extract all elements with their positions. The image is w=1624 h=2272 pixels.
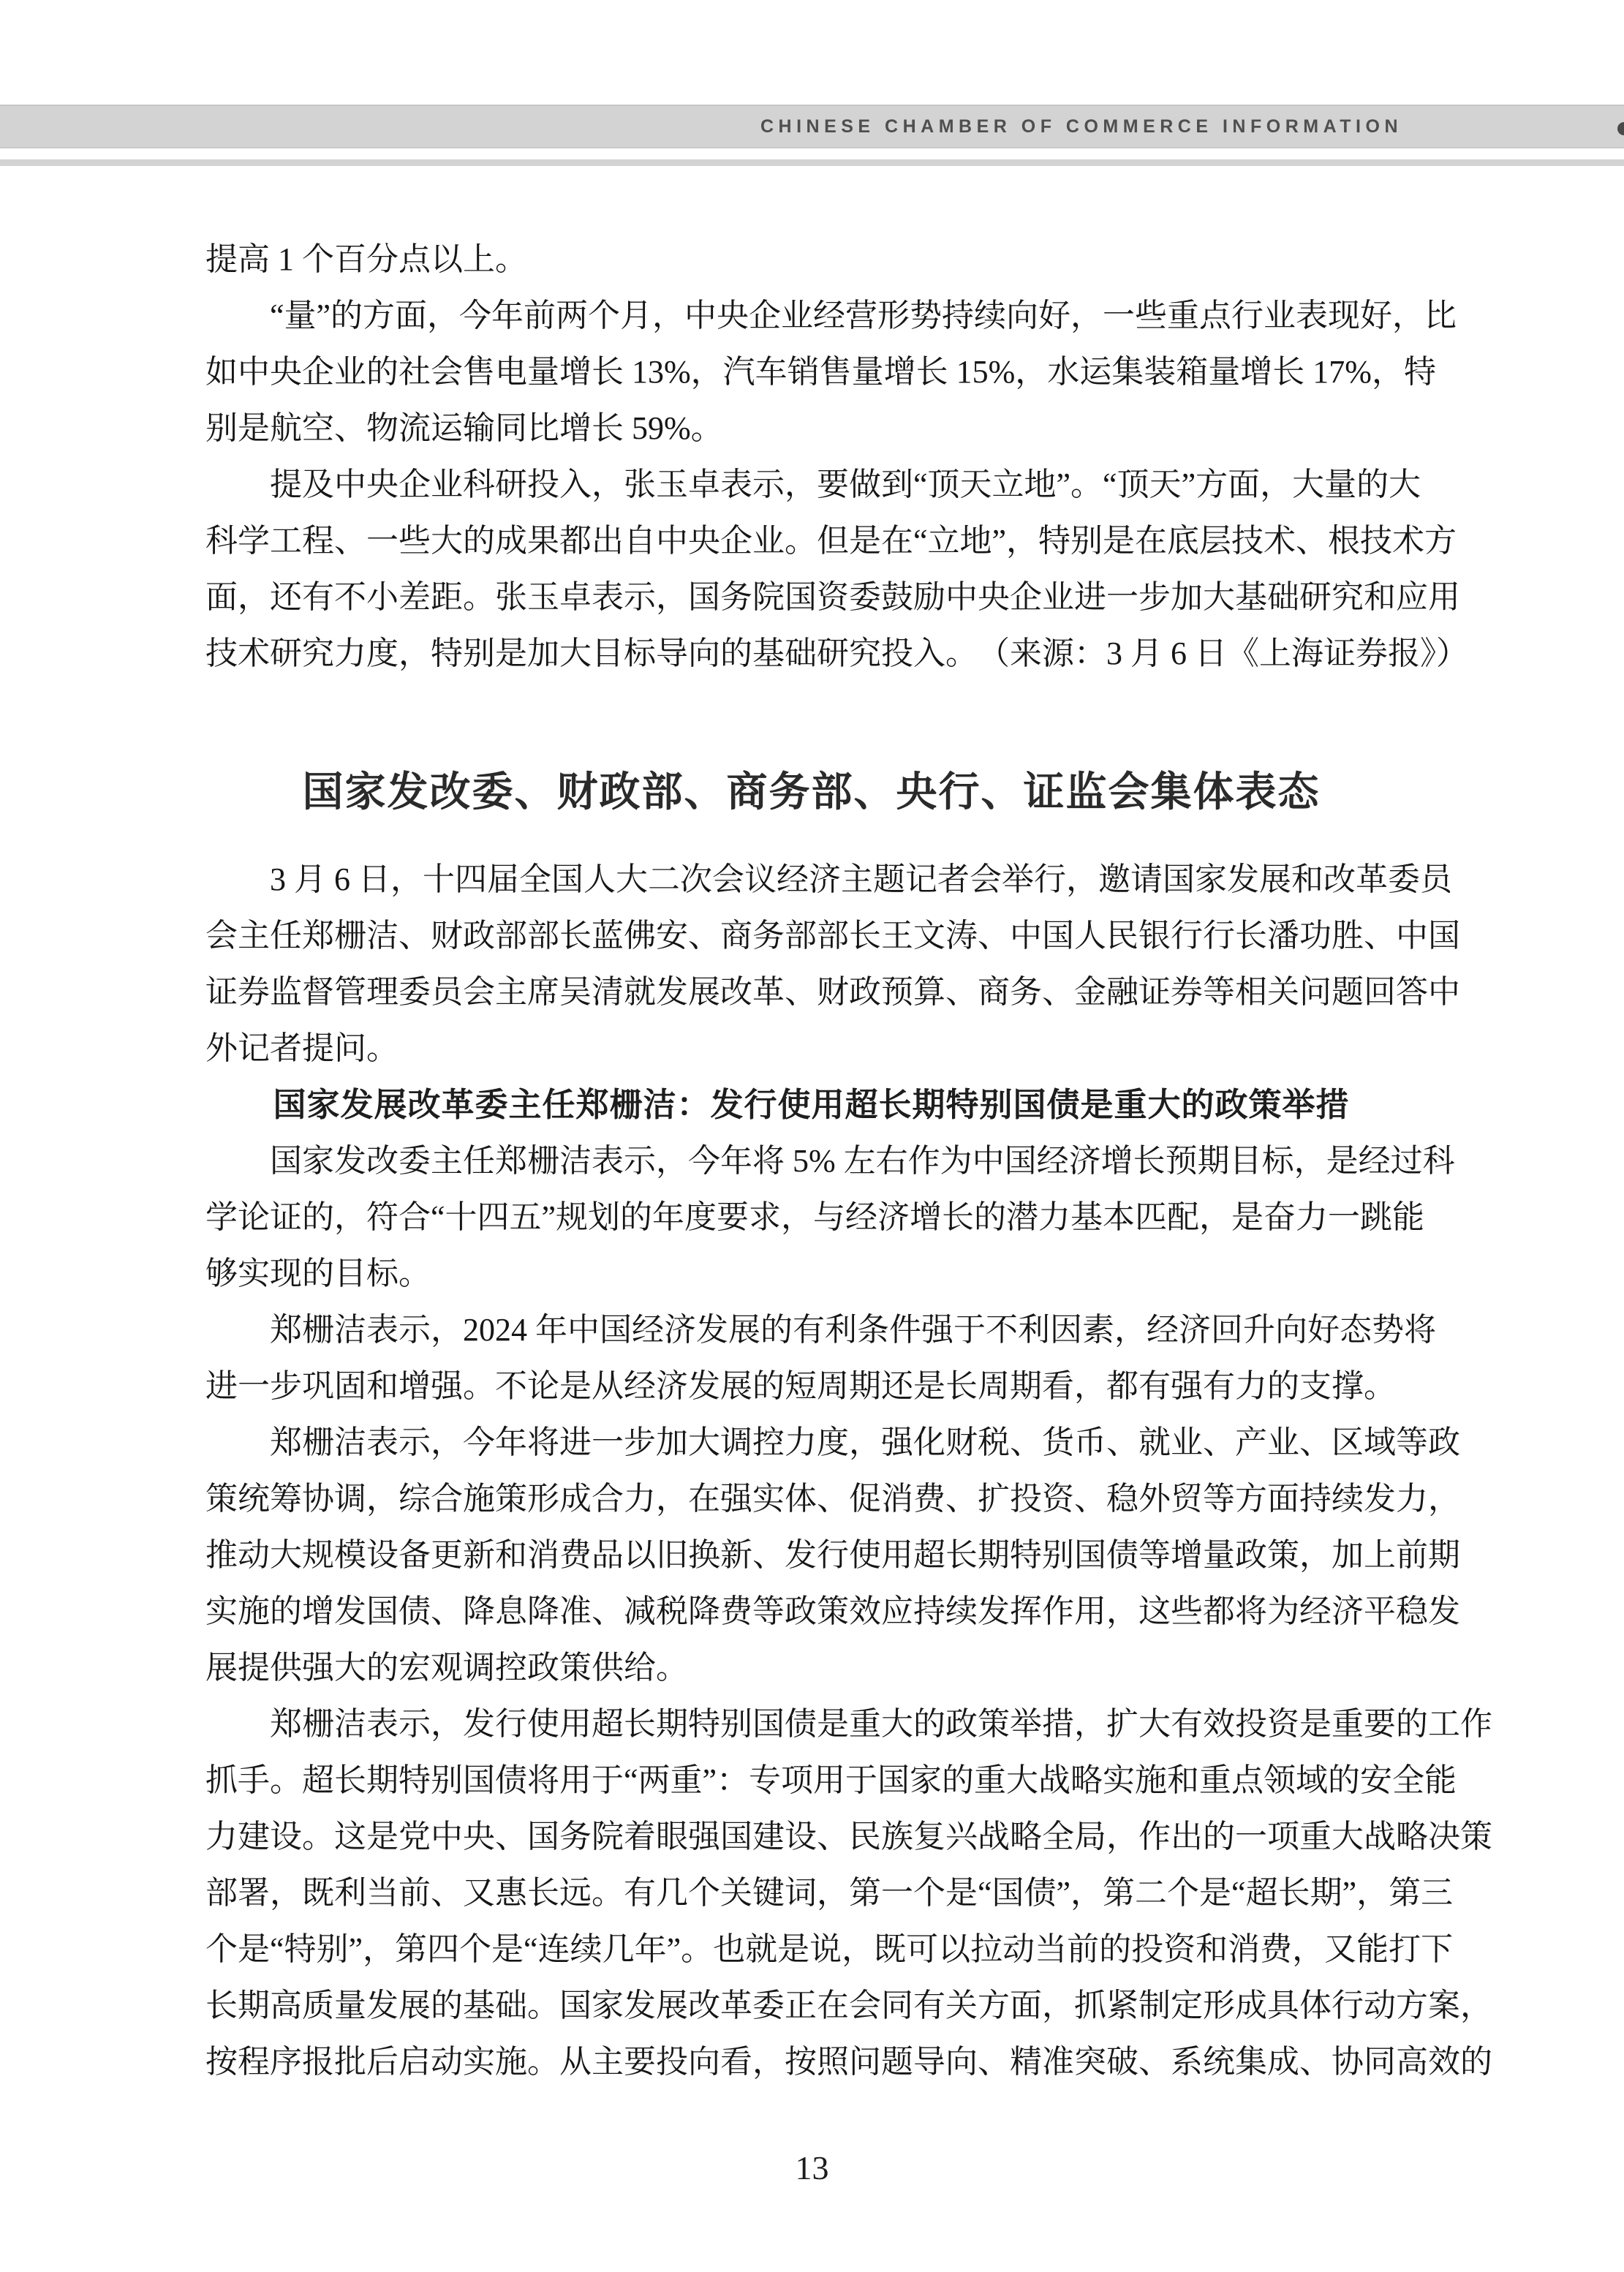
text-line: 郑栅洁表示，发行使用超长期特别国债是重大的政策举措，扩大有效投资是重要的工作 [270, 1706, 1492, 1742]
text-line: 学论证的，符合“十四五”规划的年度要求，与经济增长的潜力基本匹配，是奋力一跳能 [205, 1199, 1425, 1235]
text-line: 策统筹协调，综合施策形成合力，在强实体、促消费、扩投资、稳外贸等方面持续发力， [205, 1481, 1460, 1517]
header-banner-text: CHINESE CHAMBER OF COMMERCE INFORMATION [760, 116, 1402, 137]
text-line: 会主任郑栅洁、财政部部长蓝佛安、商务部部长王文涛、中国人民银行行长潘功胜、中国 [205, 918, 1460, 954]
text-line: 按程序报批后启动实施。从主要投向看，按照问题导向、精准突破、系统集成、协同高效的 [205, 2044, 1492, 2080]
text-line: 科学工程、一些大的成果都出自中央企业。但是在“立地”，特别是在底层技术、根技术方 [205, 523, 1457, 559]
text-line: 个是“特别”，第四个是“连续几年”。也就是说，既可以拉动当前的投资和消费，又能打下 [205, 1931, 1454, 1967]
text-line: “量”的方面，今年前两个月，中央企业经营形势持续向好，一些重点行业表现好，比 [270, 298, 1457, 333]
article-body [205, 231, 1492, 2090]
text-line: 够实现的目标。 [205, 1256, 431, 1291]
text-line: 推动大规模设备更新和消费品以旧换新、发行使用超长期特别国债等增量政策，加上前期 [205, 1537, 1460, 1573]
text-line: 郑栅洁表示，2024 年中国经济发展的有利条件强于不利因素，经济回升向好态势将 [270, 1312, 1436, 1348]
text-line: 技术研究力度，特别是加大目标导向的基础研究投入。 [205, 635, 978, 671]
section-heading: 国家发改委、财政部、商务部、央行、证监会集体表态 [302, 769, 1321, 815]
header-accent-band [0, 159, 1624, 166]
header-band [0, 105, 1624, 148]
text-line: 抓手。超长期特别国债将用于“两重”：专项用于国家的重大战略实施和重点领域的安全能 [205, 1762, 1457, 1798]
section-subheading: 国家发展改革委主任郑栅洁：发行使用超长期特别国债是重大的政策举措 [273, 1086, 1350, 1123]
text-line: 证券监督管理委员会主席吴清就发展改革、财政预算、商务、金融证券等相关问题回答中 [205, 974, 1460, 1010]
text-line: 部署，既利当前、又惠长远。有几个关键词，第一个是“国债”，第二个是“超长期”，第三 [205, 1875, 1454, 1911]
text-line: 3 月 6 日，十四届全国人大二次会议经济主题记者会举行，邀请国家发展和改革委员 [270, 861, 1452, 897]
text-line: 面，还有不小差距。张玉卓表示，国务院国资委鼓励中央企业进一步加大基础研究和应用 [205, 579, 1460, 615]
text-line: 进一步巩固和增强。不论是从经济发展的短周期还是长周期看，都有强有力的支撑。 [205, 1368, 1396, 1404]
text-line: 力建设。这是党中央、国务院着眼强国建设、民族复兴战略全局，作出的一项重大战略决策 [205, 1819, 1492, 1854]
text-line: 如中央企业的社会售电量增长 13%，汽车销售量增长 15%，水运集装箱量增长 17%，特 [205, 354, 1436, 390]
text-line: 长期高质量发展的基础。国家发展改革委正在会同有关方面，抓紧制定形成具体行动方案， [205, 1988, 1492, 2023]
text-line: 实施的增发国债、降息降准、减税降费等政策效应持续发挥作用，这些都将为经济平稳发 [205, 1593, 1460, 1629]
text-line: 外记者提问。 [205, 1030, 399, 1066]
source-note-line [205, 625, 1468, 682]
binding-notch [1617, 122, 1624, 135]
source-note: （来源：3 月 6 日《上海证券报》） [978, 635, 1468, 671]
text-line: 展提供强大的宏观调控政策供给。 [205, 1650, 688, 1686]
text-line: 别是航空、物流运输同比增长 59%。 [205, 410, 723, 446]
page-number: 13 [795, 2149, 829, 2186]
text-line: 国家发改委主任郑栅洁表示，今年将 5% 左右作为中国经济增长预期目标，是经过科 [270, 1143, 1455, 1179]
text-line: 提高 1 个百分点以上。 [205, 241, 527, 277]
text-line: 郑栅洁表示，今年将进一步加大调控力度，强化财税、货币、就业、产业、区域等政 [270, 1424, 1460, 1460]
text-line: 提及中央企业科研投入，张玉卓表示，要做到“顶天立地”。“顶天”方面，大量的大 [270, 467, 1421, 502]
